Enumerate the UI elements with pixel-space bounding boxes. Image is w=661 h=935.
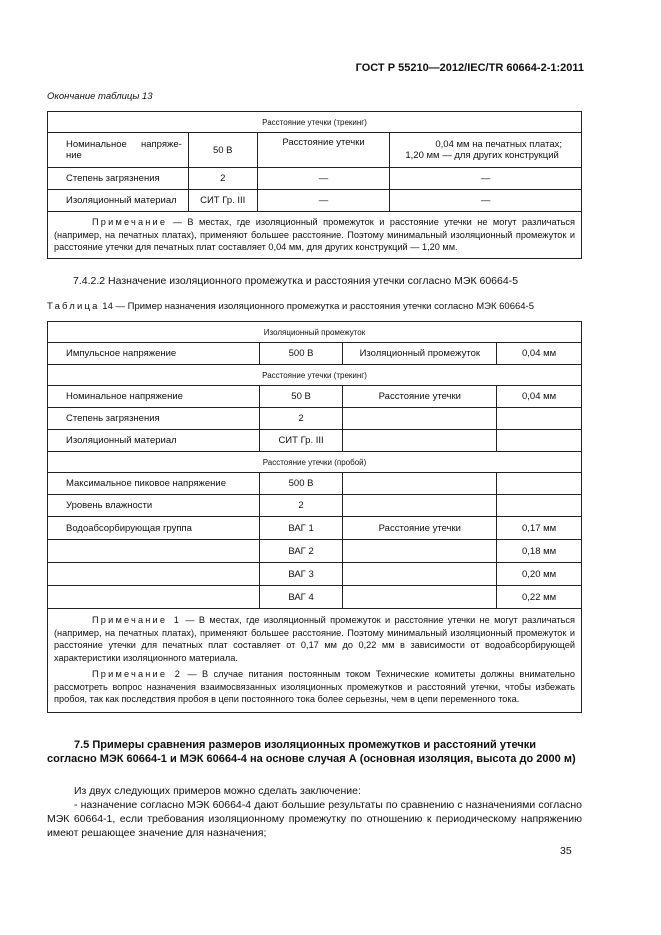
table-cell	[343, 540, 497, 563]
table-cell: 0,04 мм	[497, 386, 582, 408]
table-cell: 500 В	[259, 343, 343, 365]
table-cell: СИТ Гр. III	[188, 190, 257, 212]
table-cell	[343, 430, 497, 452]
table-cell: СИТ Гр. III	[259, 430, 343, 452]
table13-continuation-label: Окончание таблицы 13	[47, 91, 153, 102]
table-cell	[343, 495, 497, 517]
table-cell: Номинальное напряже-ние	[48, 133, 189, 168]
table-cell	[497, 408, 582, 430]
table-14	[47, 321, 582, 713]
table-cell: 2	[188, 168, 257, 190]
page-number: 35	[560, 845, 572, 857]
table14-section-breakdown: Расстояние утечки (пробой)	[48, 452, 582, 473]
table-cell: Расстояние утечки	[343, 386, 497, 408]
table-cell: Расстояние утечки	[343, 517, 497, 540]
table-cell	[497, 495, 582, 517]
table-cell: 0,17 мм	[497, 517, 582, 540]
table14-notes	[48, 609, 582, 713]
table14-section-tracking: Расстояние утечки (трекинг)	[48, 365, 582, 386]
table-cell	[343, 408, 497, 430]
table-cell	[343, 586, 497, 609]
table-cell: 0,20 мм	[497, 563, 582, 586]
table-cell: Водоабсорбирующая группа	[48, 517, 260, 540]
table-cell: Степень загрязнения	[48, 168, 189, 190]
table-cell	[497, 473, 582, 495]
table-cell: 0,04 мм на печатных платах; 1,20 мм — для других конструкций	[390, 133, 582, 168]
paragraph: Из двух следующих примеров можно сделать заключение:	[74, 785, 361, 797]
table-cell: Максимальное пиковое напряжение	[48, 473, 260, 495]
table14-note-2: Примечание 2 — В случае питания постоянным током Технические комитеты должны внимательно рассмотреть вопрос назначения взаимосвязанных изоляционных промежутков и расстояний утечки, чтобы избежать пробоя, так как последствия пробоя в цепи постоянного тока более серьезны, чем в цепи переменного тока.	[54, 669, 575, 704]
table14-caption: Таблица 14 — Пример назначения изоляционного промежутка и расстояния утечки согласно МЭК 60664-5	[47, 301, 534, 312]
table-cell	[497, 430, 582, 452]
table-cell: —	[390, 190, 582, 212]
table-cell	[48, 540, 260, 563]
table-cell: —	[257, 168, 390, 190]
table-cell	[343, 473, 497, 495]
table-cell	[343, 563, 497, 586]
table-cell: Изоляционный материал	[48, 190, 189, 212]
table-cell: 50 В	[259, 386, 343, 408]
table-cell	[48, 586, 260, 609]
table-cell: Номинальное напряжение	[48, 386, 260, 408]
table-cell: Степень загрязнения	[48, 408, 260, 430]
table-cell: 0,18 мм	[497, 540, 582, 563]
table13-section-title: Расстояние утечки (трекинг)	[48, 112, 582, 133]
table-cell: ВАГ 4	[259, 586, 343, 609]
table-cell: Расстояние утечки	[257, 133, 390, 168]
paragraph: - назначение согласно МЭК 60664-4 дают большие результаты по сравнению с назначениями согласно МЭК 60664-1, если требования изоляционному промежутку по отношению к периодическому напряжению имеют решающее значение для назначения;	[47, 799, 582, 839]
table-cell: —	[390, 168, 582, 190]
table-cell: 2	[259, 495, 343, 517]
table-cell: Уровень влажности	[48, 495, 260, 517]
table-cell: ВАГ 2	[259, 540, 343, 563]
table-cell: 500 В	[259, 473, 343, 495]
table-cell: 0,04 мм	[497, 343, 582, 365]
table-cell: ВАГ 1	[259, 517, 343, 540]
table-cell: 2	[259, 408, 343, 430]
section-7-5-heading: 7.5 Примеры сравнения размеров изоляционных промежутков и расстояний утечки согласно МЭК 60664-1 и МЭК 60664-4 на основе случая А (основная изоляция, высота до 2000 м)	[47, 739, 576, 765]
table-cell: Изоляционный материал	[48, 430, 260, 452]
document-header: ГОСТ Р 55210—2012/IEC/TR 60664-2-1:2011	[355, 62, 584, 74]
table-cell: 50 В	[188, 133, 257, 168]
table14-section-clearance: Изоляционный промежуток	[48, 322, 582, 343]
table-cell: —	[257, 190, 390, 212]
table-cell: ВАГ 3	[259, 563, 343, 586]
table13-note: Примечание — В местах, где изоляционный промежуток и расстояние утечки не могут различаться (например, на печатных платах), применяют большее расстояние. Поэтому минимальный изоляционный промежуток и расстояние утечки для печатных плат составляет 0,04 мм, для других конструкций — 1,20 мм.	[48, 212, 582, 259]
table-cell	[48, 563, 260, 586]
table-cell: Импульсное напряжение	[48, 343, 260, 365]
table-cell: 0,22 мм	[497, 586, 582, 609]
table-cell: Изоляционный промежуток	[343, 343, 497, 365]
table-13	[47, 111, 582, 259]
table14-note-1: Примечание 1 — В местах, где изоляционный промежуток и расстояние утечки не могут различаться (например, на печатных платах), применяют большее расстояние. Поэтому минимальный изоляционный промежуток и расстояние утечки для печатных плат составляет от 0,17 мм до 0,22 мм в зависимости от водоабсорбирующей характеристики изоляционного материала.	[54, 615, 575, 663]
section-7-4-2-2-title: 7.4.2.2 Назначение изоляционного промежутка и расстояния утечки согласно МЭК 60664-5	[73, 275, 519, 287]
